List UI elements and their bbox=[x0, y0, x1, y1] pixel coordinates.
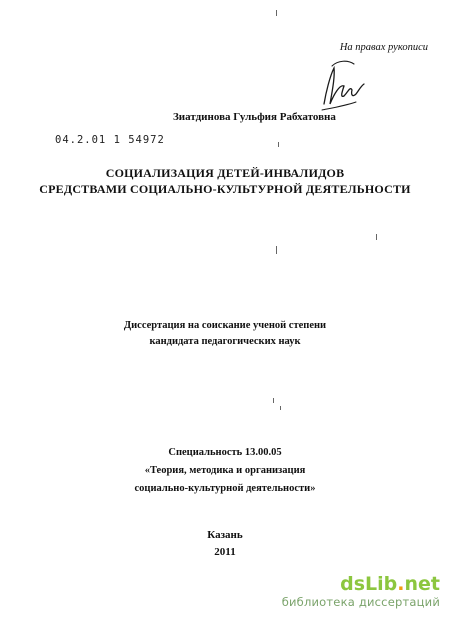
title-line-2: СРЕДСТВАМИ СОЦИАЛЬНО-КУЛЬТУРНОЙ ДЕЯТЕЛЬНОСТИ bbox=[39, 182, 411, 196]
scan-speck bbox=[276, 246, 277, 254]
title-line-1: СОЦИАЛИЗАЦИЯ ДЕТЕЙ-ИНВАЛИДОВ bbox=[105, 166, 345, 180]
author-name: Зиатдинова Гульфия Рабхатовна bbox=[173, 111, 336, 123]
scan-speck bbox=[276, 10, 277, 16]
specialty-block bbox=[0, 444, 450, 498]
watermark-logo: dsLib.net bbox=[340, 573, 440, 595]
specialty-code: Специальность 13.00.05 bbox=[168, 447, 282, 458]
degree-statement bbox=[0, 318, 450, 350]
scan-speck bbox=[278, 142, 279, 147]
year: 2011 bbox=[214, 546, 236, 558]
scan-speck bbox=[376, 234, 377, 240]
registration-code: 04.2.01 1 54972 bbox=[55, 134, 165, 146]
degree-line-2: кандидата педагогических наук bbox=[149, 336, 301, 347]
watermark-tagline: библиотека диссертаций bbox=[281, 595, 440, 609]
dissertation-title bbox=[0, 165, 450, 197]
watermark bbox=[282, 574, 440, 610]
specialty-name-line-2: социально-культурной деятельности» bbox=[134, 483, 316, 494]
handwritten-signature bbox=[318, 56, 368, 116]
city-name: Казань bbox=[207, 529, 243, 541]
degree-line-1: Диссертация на соискание ученой степени bbox=[123, 320, 327, 331]
specialty-name-line-1: «Теория, методика и организация bbox=[144, 465, 306, 476]
place-and-year bbox=[0, 527, 450, 561]
scan-speck bbox=[280, 406, 281, 410]
rights-note: На правах рукописи bbox=[339, 42, 428, 53]
scan-speck bbox=[273, 398, 274, 403]
